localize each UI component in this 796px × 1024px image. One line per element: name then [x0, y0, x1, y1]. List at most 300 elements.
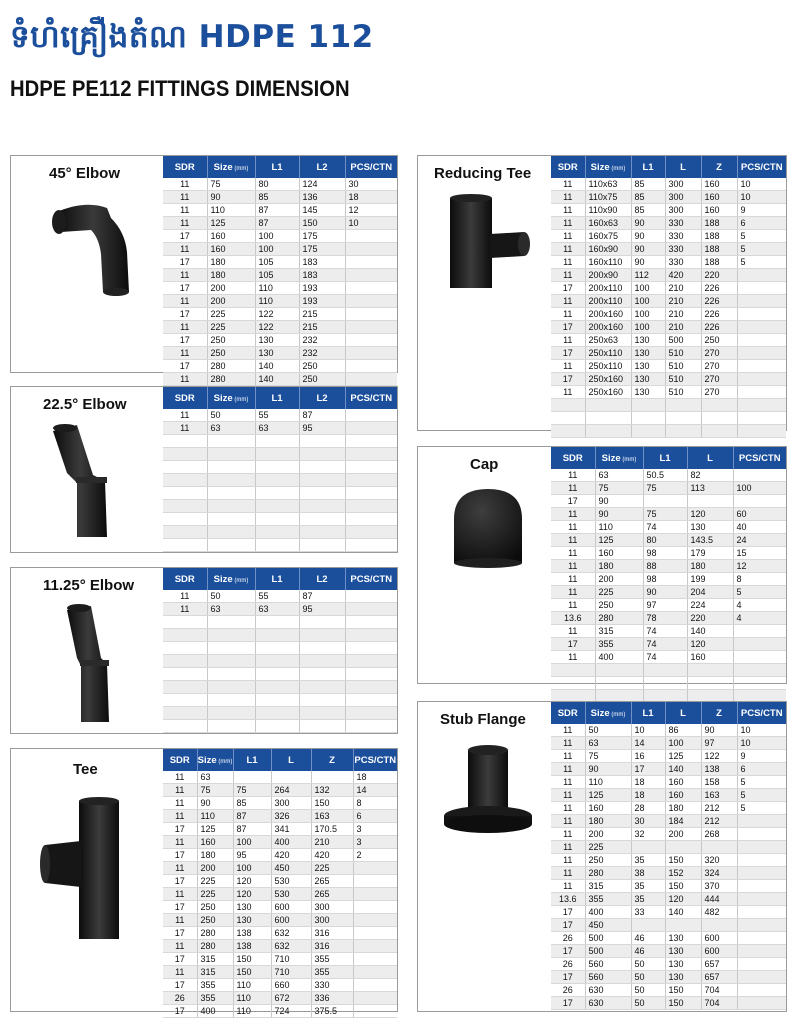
table-cell	[345, 487, 397, 500]
table-cell: 11	[163, 888, 197, 901]
table-cell: 90	[701, 724, 737, 737]
table-row	[163, 308, 397, 321]
table-cell: 26	[163, 992, 197, 1005]
table-cell	[163, 448, 207, 461]
table-cell: 5	[737, 230, 786, 243]
table-row	[163, 191, 397, 204]
table-cell	[345, 500, 397, 513]
table-row	[163, 360, 397, 373]
table-cell: 120	[233, 888, 271, 901]
table-cell: 110	[233, 992, 271, 1005]
table-cell: 120	[665, 893, 701, 906]
table-row	[551, 971, 786, 984]
table-cell	[345, 707, 397, 720]
table-cell: 120	[687, 638, 733, 651]
table-cell: 225	[197, 875, 233, 888]
table-cell	[345, 448, 397, 461]
table-cell: 330	[665, 243, 701, 256]
table-cell	[345, 642, 397, 655]
table-cell: 63	[255, 422, 299, 435]
table-cell	[299, 526, 345, 539]
table-cell	[737, 815, 786, 828]
table-cell: 188	[701, 217, 737, 230]
table-cell	[345, 230, 397, 243]
table-cell: 138	[233, 927, 271, 940]
table-header-row	[551, 702, 786, 724]
column-header: L1	[255, 568, 299, 590]
table-cell: 200	[665, 828, 701, 841]
table-cell: 179	[687, 547, 733, 560]
table-cell	[737, 412, 786, 425]
table-cell: 150	[665, 854, 701, 867]
table-row	[551, 880, 786, 893]
column-header: SDR	[551, 702, 585, 724]
table-cell	[737, 971, 786, 984]
table-cell	[687, 677, 733, 690]
table-cell: 400	[271, 836, 311, 849]
table-cell	[255, 526, 299, 539]
table-cell: 225	[207, 308, 255, 321]
table-cell: 63	[197, 771, 233, 784]
table-cell: 11	[551, 815, 585, 828]
stub-flange-image	[440, 742, 536, 838]
table-cell: 130	[255, 347, 299, 360]
table-cell: 17	[631, 763, 665, 776]
table-cell: 98	[643, 547, 687, 560]
table-cell: 420	[311, 849, 353, 862]
table-cell	[207, 461, 255, 474]
table-cell: 11	[163, 940, 197, 953]
table-cell	[345, 539, 397, 552]
table-cell: 560	[585, 971, 631, 984]
table-cell: 130	[631, 347, 665, 360]
table-cell: 130	[631, 360, 665, 373]
table-cell: 124	[299, 178, 345, 191]
table-row	[551, 867, 786, 880]
table-45-elbow	[163, 156, 397, 386]
table-row	[551, 495, 786, 508]
table-cell	[585, 412, 631, 425]
table-cell: 330	[665, 256, 701, 269]
table-cell	[207, 448, 255, 461]
table-row-empty	[551, 399, 786, 412]
column-header: SDR	[163, 568, 207, 590]
table-cell	[163, 474, 207, 487]
elbow-45-image	[45, 192, 145, 298]
table-cell: 130	[631, 373, 665, 386]
table-cell: 11	[551, 724, 585, 737]
table-cell: 55	[255, 409, 299, 422]
table-cell	[345, 629, 397, 642]
table-cell: 160	[197, 836, 233, 849]
table-cell: 220	[687, 612, 733, 625]
table-cell: 30	[631, 815, 665, 828]
table-cell: 210	[311, 836, 353, 849]
table-cell: 97	[643, 599, 687, 612]
table-cell: 110	[207, 204, 255, 217]
table-row	[551, 508, 786, 521]
table-cell: 11	[551, 308, 585, 321]
table-cell	[255, 500, 299, 513]
table-cell: 75	[197, 784, 233, 797]
column-header: SDR	[163, 387, 207, 409]
table-cell: 50	[631, 958, 665, 971]
table-cell: 160	[595, 547, 643, 560]
table-cell: 280	[595, 612, 643, 625]
table-cell: 657	[701, 971, 737, 984]
table-cell	[737, 893, 786, 906]
table-cell: 11	[551, 178, 585, 191]
table-cell: 500	[665, 334, 701, 347]
table-cell	[255, 694, 299, 707]
table-cell: 160x90	[585, 243, 631, 256]
table-cell: 130	[233, 914, 271, 927]
table-cell	[207, 629, 255, 642]
column-header: L1	[255, 387, 299, 409]
table-cell	[353, 875, 397, 888]
table-row	[551, 547, 786, 560]
table-cell: 11	[551, 841, 585, 854]
table-cell	[733, 638, 786, 651]
table-cell	[631, 399, 665, 412]
table-cell	[207, 487, 255, 500]
table-cell	[163, 642, 207, 655]
table-cell: 250	[197, 914, 233, 927]
table-cell: 110	[255, 282, 299, 295]
table-cell: 17	[551, 638, 595, 651]
table-cell	[345, 681, 397, 694]
panel-tee	[10, 748, 398, 1016]
table-cell: 11	[551, 560, 595, 573]
table-cell: 74	[643, 638, 687, 651]
table-cell: 17	[163, 230, 207, 243]
table-row	[163, 940, 397, 953]
table-cell: 175	[299, 243, 345, 256]
table-row	[163, 334, 397, 347]
column-header: PCS/CTN	[737, 156, 786, 178]
cap-image	[448, 485, 528, 571]
table-cell: 97	[701, 737, 737, 750]
table-cell	[299, 461, 345, 474]
table-cell: 10	[737, 178, 786, 191]
table-cell	[733, 664, 786, 677]
table-cell	[643, 495, 687, 508]
table-cell: 11	[163, 603, 207, 616]
table-cell: 10	[631, 724, 665, 737]
table-row	[551, 737, 786, 750]
table-cell: 16	[631, 750, 665, 763]
table-cell: 11	[163, 373, 207, 386]
table-cell	[163, 720, 207, 733]
table-row	[551, 256, 786, 269]
table-cell: 30	[345, 178, 397, 191]
table-cell: 12	[733, 560, 786, 573]
table-cell: 143.5	[687, 534, 733, 547]
table-cell	[737, 958, 786, 971]
table-cell: 50	[631, 997, 665, 1010]
table-cell	[345, 668, 397, 681]
table-cell	[233, 771, 271, 784]
table-cell: 280	[207, 360, 255, 373]
table-cell	[299, 474, 345, 487]
table-cell: 150	[665, 880, 701, 893]
table-cell: 140	[665, 906, 701, 919]
table-row	[551, 789, 786, 802]
table-cell: 600	[271, 901, 311, 914]
table-cell	[737, 269, 786, 282]
table-cell: 87	[299, 590, 345, 603]
table-cell: 80	[255, 178, 299, 191]
table-cell: 11	[551, 295, 585, 308]
table-row	[163, 422, 397, 435]
table-cell	[345, 256, 397, 269]
table-cell: 17	[551, 495, 595, 508]
table-cell: 600	[701, 945, 737, 958]
table-cell	[701, 425, 737, 438]
table-cell: 18	[345, 191, 397, 204]
table-cell: 3	[353, 823, 397, 836]
table-cell: 122	[255, 321, 299, 334]
table-cell: 150	[311, 797, 353, 810]
table-cell: 95	[233, 849, 271, 862]
table-row	[163, 771, 397, 784]
table-cell: 35	[631, 893, 665, 906]
table-cell	[665, 919, 701, 932]
page-subtitle: HDPE PE112 FITTINGS DIMENSION	[10, 76, 350, 101]
table-cell	[299, 487, 345, 500]
table-cell: 18	[353, 771, 397, 784]
table-cell: 200x90	[585, 269, 631, 282]
table-cell: 632	[271, 940, 311, 953]
table-cell	[163, 500, 207, 513]
panel-11-25-elbow	[10, 567, 398, 734]
table-cell: 80	[643, 534, 687, 547]
table-cell: 180	[595, 560, 643, 573]
table-cell	[345, 603, 397, 616]
table-cell: 11	[163, 862, 197, 875]
table-cell: 88	[643, 560, 687, 573]
table-cell: 6	[353, 810, 397, 823]
table-cell: 100	[665, 737, 701, 750]
product-name-11-25-elbow: 11.25° Elbow	[43, 577, 135, 594]
table-row	[551, 334, 786, 347]
table-cell: 17	[551, 373, 585, 386]
table-row-empty	[551, 412, 786, 425]
table-cell	[207, 474, 255, 487]
table-row	[551, 573, 786, 586]
table-cell: 355	[197, 979, 233, 992]
table-cell	[255, 616, 299, 629]
table-cell: 300	[665, 191, 701, 204]
table-cell: 315	[595, 625, 643, 638]
column-header: Z	[311, 749, 353, 771]
table-cell	[255, 720, 299, 733]
table-row-empty	[551, 677, 786, 690]
table-cell: 14	[631, 737, 665, 750]
table-row	[551, 191, 786, 204]
table-cell: 11	[163, 321, 207, 334]
table-cell: 224	[687, 599, 733, 612]
table-cell	[643, 664, 687, 677]
table-row	[163, 836, 397, 849]
table-cell	[737, 282, 786, 295]
table-cell: 300	[311, 914, 353, 927]
table-cell	[345, 321, 397, 334]
table-cell: 5	[737, 243, 786, 256]
table-row-empty	[551, 425, 786, 438]
table-row	[551, 984, 786, 997]
table-row	[551, 469, 786, 482]
table-cell: 63	[207, 603, 255, 616]
table-row	[163, 282, 397, 295]
table-cell	[207, 526, 255, 539]
table-row	[551, 386, 786, 399]
table-cell	[255, 707, 299, 720]
table-cell: 100	[631, 282, 665, 295]
table-cell: 630	[585, 997, 631, 1010]
table-cell: 10	[737, 737, 786, 750]
table-cell: 13.6	[551, 893, 585, 906]
table-cell: 188	[701, 243, 737, 256]
table-row	[551, 893, 786, 906]
table-cell: 510	[665, 373, 701, 386]
table-cell: 600	[271, 914, 311, 927]
table-stub-flange	[551, 702, 786, 1010]
table-cell: 95	[299, 422, 345, 435]
table-header-row	[551, 156, 786, 178]
column-header: L	[665, 702, 701, 724]
table-cell: 13.6	[551, 612, 595, 625]
table-cell	[353, 914, 397, 927]
table-cell: 90	[595, 495, 643, 508]
table-row	[551, 204, 786, 217]
table-cell	[345, 513, 397, 526]
page-title-khmer: ទំហំគ្រឿងតំណ HDPE 112	[10, 19, 374, 55]
table-cell	[345, 590, 397, 603]
table-row	[551, 295, 786, 308]
table-row-empty	[163, 448, 397, 461]
table-cell: 90	[631, 230, 665, 243]
table-row	[163, 373, 397, 386]
table-cell: 450	[585, 919, 631, 932]
table-cell: 199	[687, 573, 733, 586]
table-row	[551, 347, 786, 360]
table-row-empty	[163, 461, 397, 474]
table-cell: 250	[585, 854, 631, 867]
table-cell: 130	[631, 386, 665, 399]
table-cell: 35	[631, 880, 665, 893]
column-header: Size (mm)	[207, 156, 255, 178]
table-cell: 11	[163, 914, 197, 927]
table-cell: 11	[163, 836, 197, 849]
table-cell	[255, 668, 299, 681]
table-cell	[163, 655, 207, 668]
table-cell	[207, 694, 255, 707]
table-row-empty	[163, 629, 397, 642]
table-cell	[345, 422, 397, 435]
table-row	[163, 178, 397, 191]
table-row-empty	[163, 655, 397, 668]
table-cell: 160	[687, 651, 733, 664]
table-cell: 17	[163, 360, 207, 373]
table-cell: 330	[665, 230, 701, 243]
table-cell	[345, 474, 397, 487]
table-cell: 250	[197, 901, 233, 914]
table-cell: 355	[197, 992, 233, 1005]
column-header: PCS/CTN	[733, 447, 786, 469]
table-cell: 130	[687, 521, 733, 534]
table-cell	[311, 771, 353, 784]
column-header: SDR	[163, 156, 207, 178]
table-cell: 100	[233, 836, 271, 849]
table-cell	[255, 629, 299, 642]
table-cell: 8	[733, 573, 786, 586]
table-cell	[207, 616, 255, 629]
table-cell: 17	[163, 282, 207, 295]
table-cell: 326	[271, 810, 311, 823]
table-cell: 100	[631, 295, 665, 308]
table-cell: 193	[299, 295, 345, 308]
table-cell: 11	[551, 482, 595, 495]
table-cell	[345, 295, 397, 308]
table-cell: 160	[665, 776, 701, 789]
table-cell: 112	[631, 269, 665, 282]
table-cell	[345, 308, 397, 321]
table-cell	[631, 841, 665, 854]
table-cell: 300	[665, 204, 701, 217]
table-cell: 110x75	[585, 191, 631, 204]
table-cell: 510	[665, 386, 701, 399]
table-cell: 250x110	[585, 360, 631, 373]
table-cell: 17	[163, 927, 197, 940]
table-cell	[737, 997, 786, 1010]
table-cell: 11	[551, 750, 585, 763]
table-row	[551, 651, 786, 664]
table-cell: 150	[299, 217, 345, 230]
table-cell	[163, 681, 207, 694]
table-row	[551, 750, 786, 763]
table-row	[551, 217, 786, 230]
table-row	[551, 638, 786, 651]
table-row	[551, 373, 786, 386]
table-cell: 400	[595, 651, 643, 664]
table-cell: 210	[665, 308, 701, 321]
table-cell: 18	[631, 776, 665, 789]
table-row	[551, 932, 786, 945]
table-cell: 315	[197, 953, 233, 966]
table-row	[163, 823, 397, 836]
table-row	[551, 763, 786, 776]
table-row-empty	[163, 720, 397, 733]
table-row-empty	[163, 500, 397, 513]
product-name-reducing-tee: Reducing Tee	[434, 165, 532, 182]
table-cell: 530	[271, 875, 311, 888]
table-cell: 336	[311, 992, 353, 1005]
table-row-empty	[163, 694, 397, 707]
table-cell: 11	[163, 191, 207, 204]
table-cell	[737, 321, 786, 334]
table-cell	[345, 720, 397, 733]
table-cell: 300	[311, 901, 353, 914]
table-cell: 180	[585, 815, 631, 828]
table-cell: 24	[733, 534, 786, 547]
table-cell: 75	[233, 784, 271, 797]
table-cell: 225	[595, 586, 643, 599]
table-row	[163, 862, 397, 875]
column-header: L2	[299, 156, 345, 178]
table-row	[551, 178, 786, 191]
elbow-11-25-image	[61, 600, 121, 728]
